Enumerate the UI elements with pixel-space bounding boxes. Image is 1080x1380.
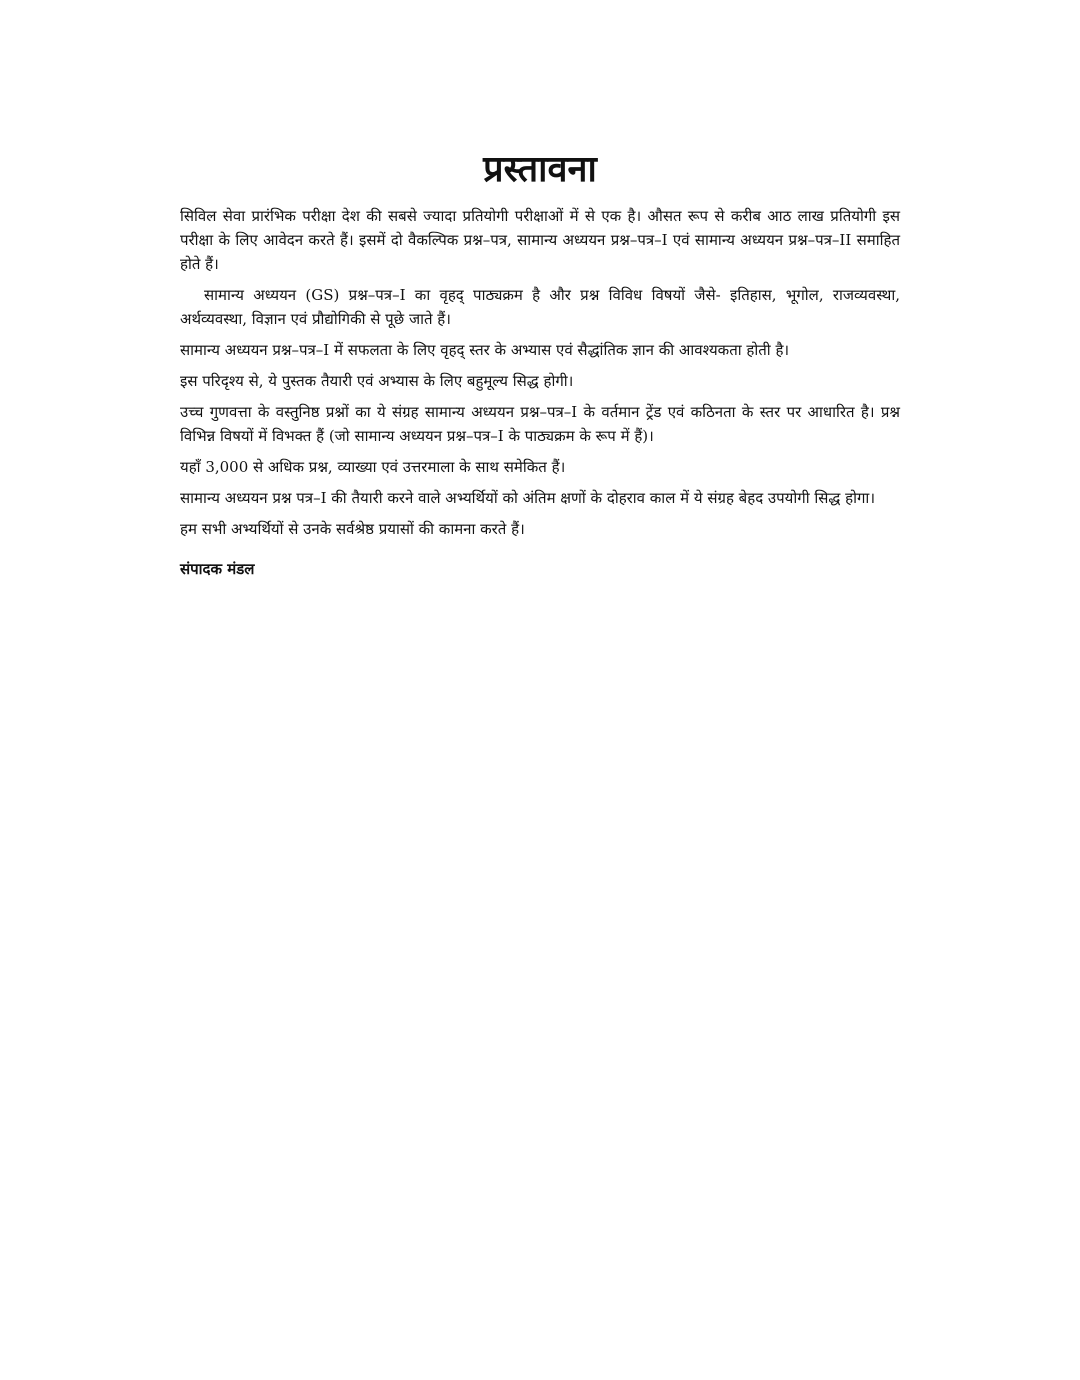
- editorial-board-signature: संपादक मंडल: [180, 560, 255, 578]
- paragraph-book-value: इस परिदृश्य से, ये पुस्तक तैयारी एवं अभ्यास के लिए बहुमूल्य सिद्ध होगी।: [180, 372, 574, 390]
- page-title: प्रस्तावना: [483, 149, 597, 190]
- document-body: [180, 204, 900, 581]
- paragraph-revision: सामान्य अध्ययन प्रश्न पत्र–I की तैयारी करने वाले अभ्यर्थियों को अंतिम क्षणों के दोहराव काल में ये संग्रह बेहद उपयोगी सिद्ध होगा।: [180, 489, 876, 507]
- paragraph-intro: सिविल सेवा प्रारंभिक परीक्षा देश की सबसे ज्यादा प्रतियोगी परीक्षाओं में से एक है। औसत रूप से करीब आठ लाख प्रतियोगी इस परीक्षा के लिए आवेदन करते हैं। इसमें दो वैकल्पिक प्रश्न–पत्र, सामान्य अध्ययन प्रश्न–पत्र–I एवं सामान्य अध्ययन प्रश्न–पत्र–II समाहित होते हैं।: [180, 207, 900, 273]
- paragraph-collection: उच्च गुणवत्ता के वस्तुनिष्ठ प्रश्नों का ये संग्रह सामान्य अध्ययन प्रश्न–पत्र–I के वर्तमान ट्रेंड एवं कठिनता के स्तर पर आधारित है। प्रश्न विभिन्न विषयों में विभक्त हैं (जो सामान्य अध्ययन प्रश्न–पत्र–I के पाठ्यक्रम के रूप में हैं)।: [180, 403, 900, 445]
- paragraph-success: सामान्य अध्ययन प्रश्न–पत्र–I में सफलता के लिए वृहद् स्तर के अभ्यास एवं सैद्धांतिक ज्ञान की आवश्यकता होती है।: [180, 341, 790, 359]
- paragraph-syllabus: सामान्य अध्ययन (GS) प्रश्न–पत्र–I का वृहद् पाठ्यक्रम है और प्रश्न विविध विषयों जैसे- इतिहास, भूगोल, राजव्यवस्था, अर्थव्यवस्था, विज्ञान एवं प्रौद्योगिकी से पूछे जाते हैं।: [180, 286, 900, 328]
- paragraph-question-count: यहाँ 3,000 से अधिक प्रश्न, व्याख्या एवं उत्तरमाला के साथ समेकित हैं।: [180, 458, 566, 476]
- paragraph-wishes: हम सभी अभ्यर्थियों से उनके सर्वश्रेष्ठ प्रयासों की कामना करते हैं।: [180, 520, 525, 538]
